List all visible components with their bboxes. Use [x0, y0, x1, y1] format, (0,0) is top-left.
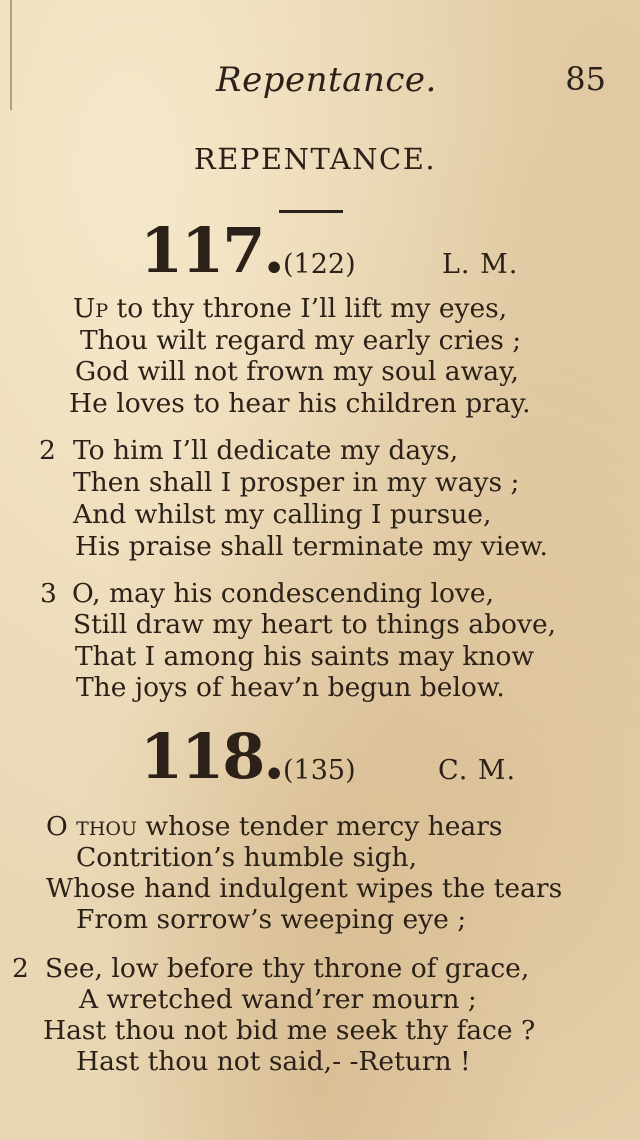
verse-line: To him I’ll dedicate my days,: [73, 435, 459, 466]
verse-number: 3: [40, 578, 57, 609]
verse-line: A wretched wand’rer mourn ;: [79, 984, 477, 1015]
section-title: REPENTANCE.: [193, 142, 437, 176]
verse-number: 2: [39, 435, 56, 466]
verse-line: Contrition’s humble sigh,: [76, 842, 418, 873]
meter: C. M.: [438, 755, 517, 786]
verse-line: From sorrow’s weeping eye ;: [76, 904, 467, 935]
verse-line: His praise shall terminate my view.: [75, 531, 548, 562]
hymn-118-heading: [0, 718, 640, 793]
verse-line: Hast thou not said,- -Return !: [76, 1046, 471, 1077]
tune-number: (122): [283, 249, 356, 280]
verse-line: That I among his saints may know: [75, 641, 535, 672]
running-title: Repentance.: [216, 60, 437, 100]
verse-line: God will not frown my soul away,: [75, 356, 519, 387]
verse-line: Up to thy throne I’ll lift my eyes,: [73, 293, 508, 324]
verse-line: Thou wilt regard my early cries ;: [80, 325, 522, 356]
verse-line: O thou whose tender mercy hears: [46, 811, 503, 842]
hymn-117-heading: [0, 212, 640, 287]
first-word: Up: [73, 293, 109, 324]
page-number: 85: [565, 60, 606, 98]
verse-line: Hast thou not bid me seek thy face ?: [43, 1015, 536, 1046]
verse-line: He loves to hear his children pray.: [69, 388, 531, 419]
running-head: [0, 60, 640, 104]
verse-line: And whilst my calling I pursue,: [73, 499, 492, 530]
tune-number: (135): [283, 755, 356, 786]
verse-line: Still draw my heart to things above,: [73, 609, 557, 640]
verse-line: See, low before thy throne of grace,: [45, 953, 530, 984]
verse-line: O, may his condescending love,: [72, 578, 495, 609]
hymn-number: 117.: [140, 214, 284, 287]
verse-line: Whose hand indulgent wipes the tears: [46, 873, 563, 904]
verse-line: Then shall I prosper in my ways ;: [73, 467, 520, 498]
hymn-number: 118.: [140, 720, 284, 793]
verse-line: The joys of heav’n begun below.: [76, 672, 505, 703]
meter: L. M.: [442, 249, 519, 280]
verse-number: 2: [12, 953, 29, 984]
first-word: O thou: [46, 811, 137, 842]
